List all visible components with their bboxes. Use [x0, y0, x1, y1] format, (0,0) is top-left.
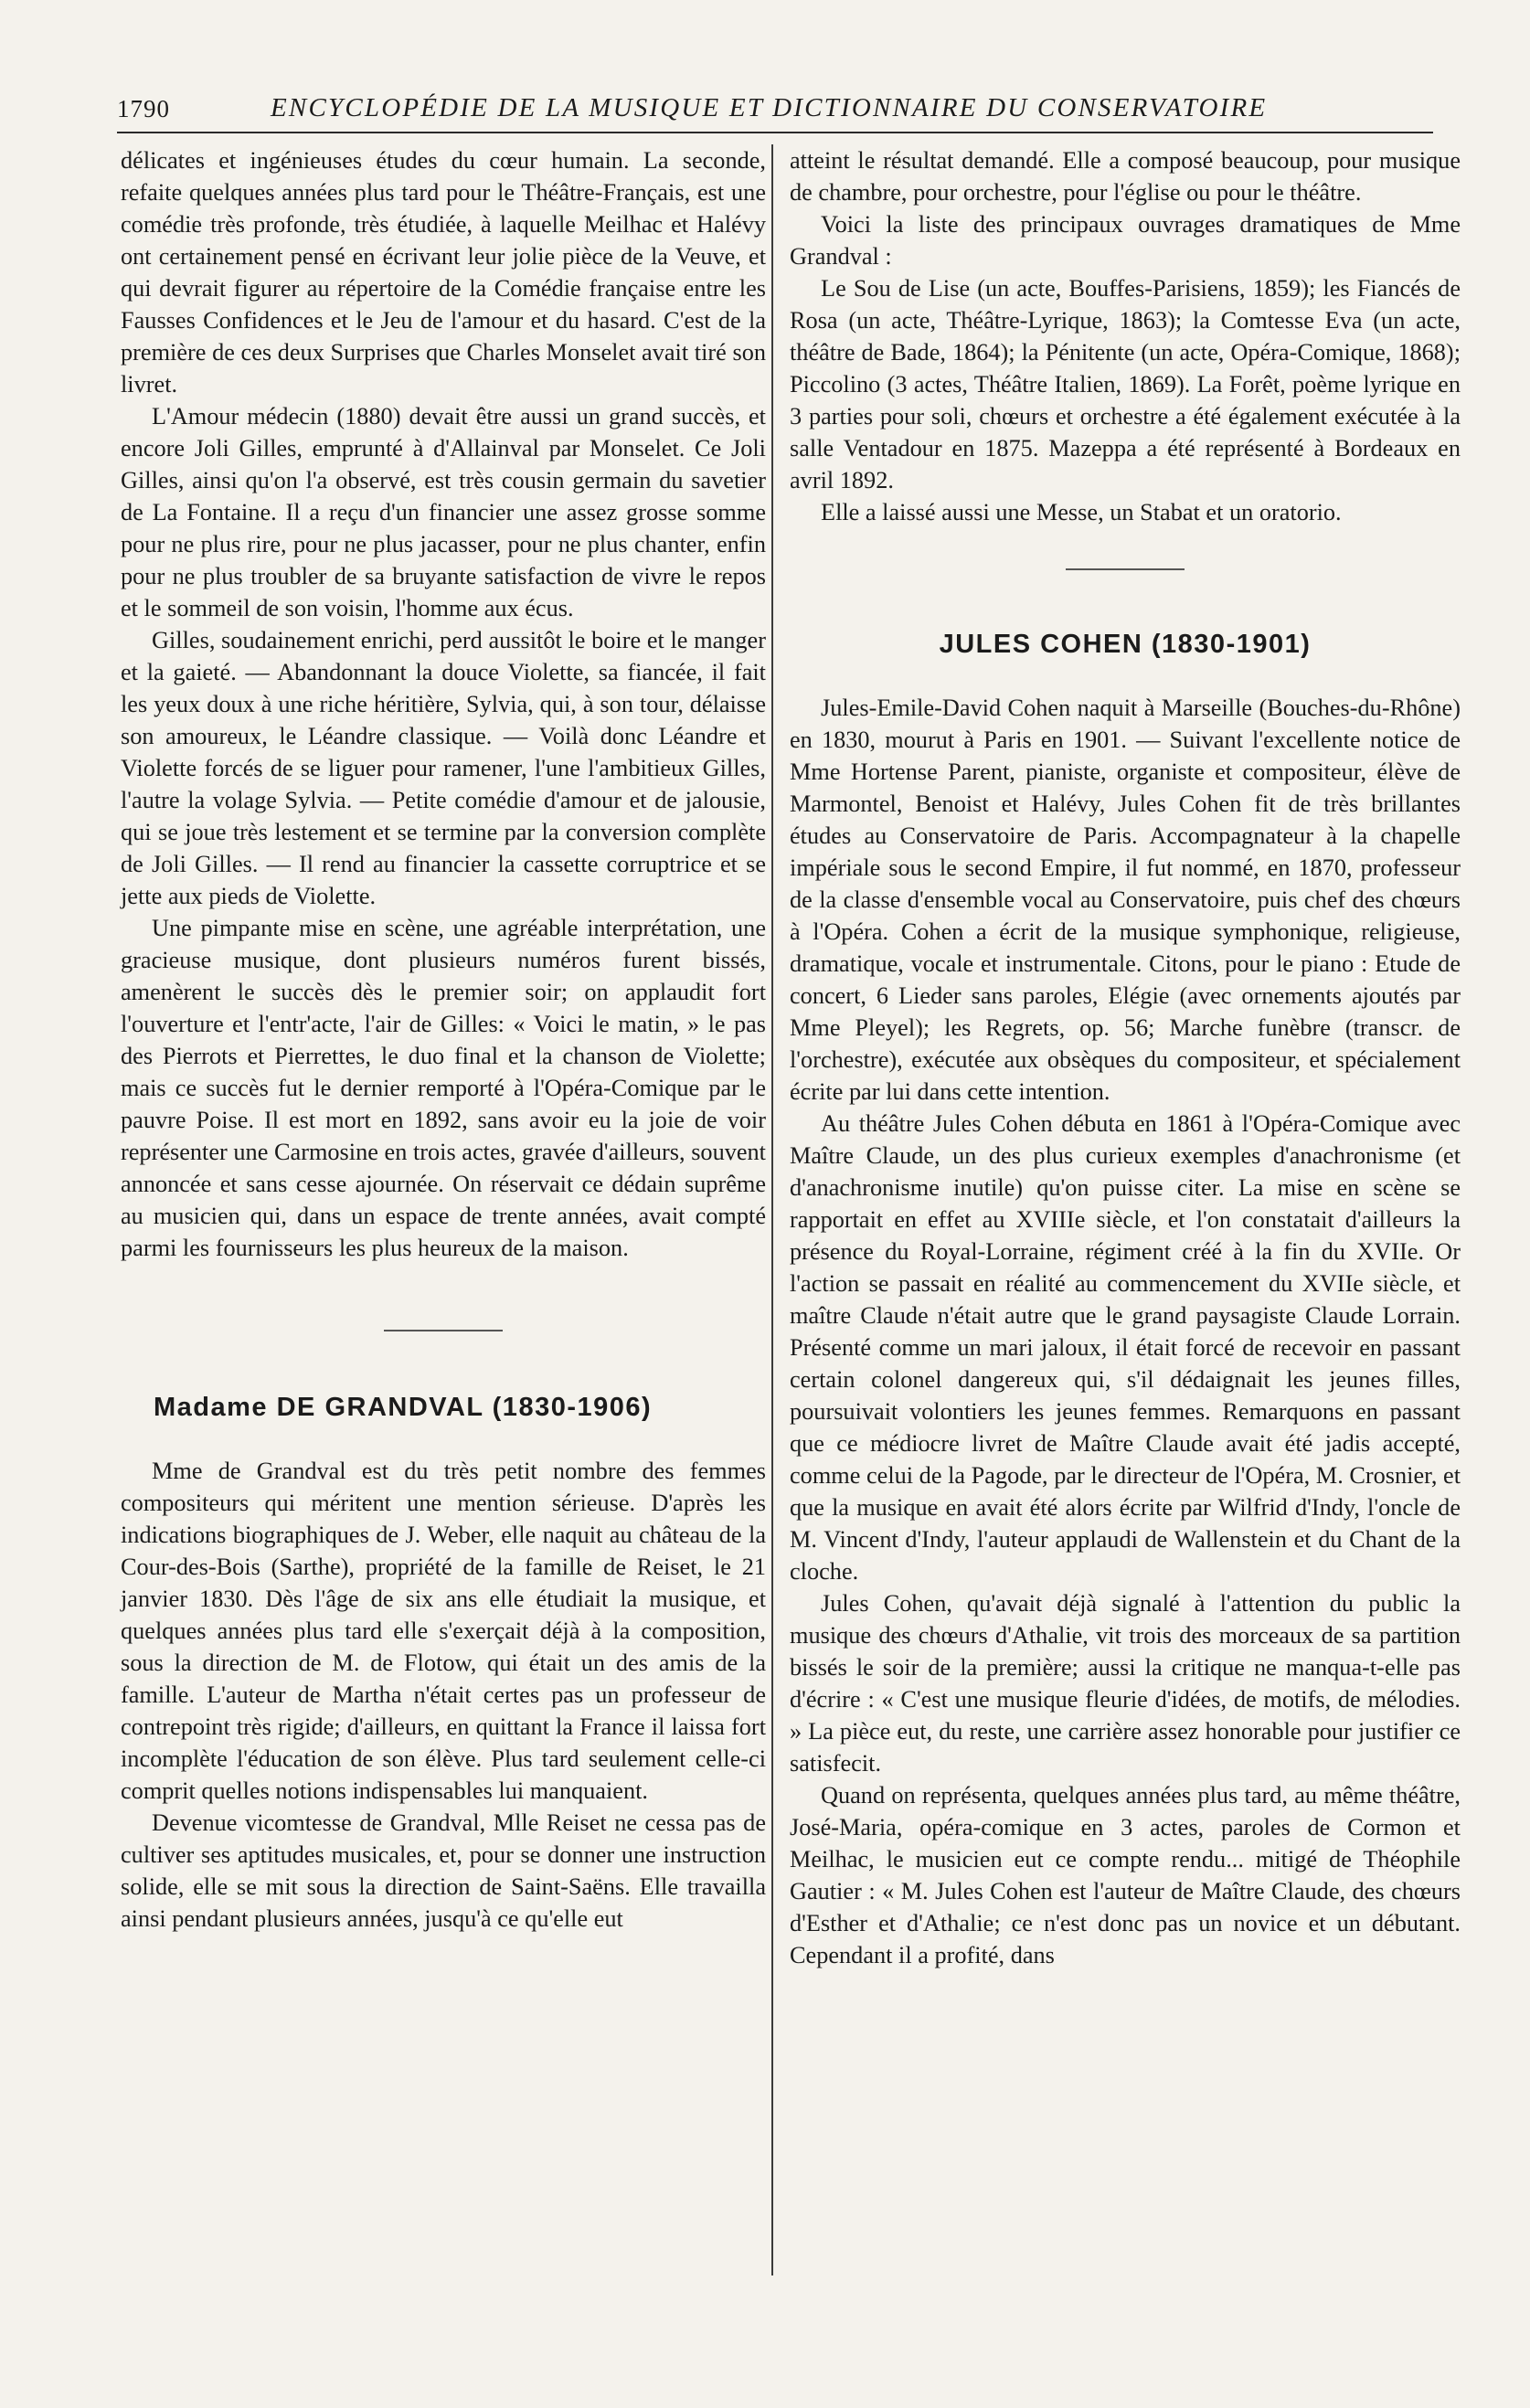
paragraph: L'Amour médecin (1880) devait être aussi un grand succès, et encore Joli Gilles, emprunté à d'Allainval par Monselet. Ce Joli Gilles, ainsi qu'on l'a observé, est très cousin germain du savetier de La Fontaine. Il a reçu d'un financier une assez grosse somme pour ne plus rire, pour ne plus jacasser, pour ne plus chanter, enfin pour ne plus troubler de sa bruyante satisfaction de vivre le repos et le sommeil de son voisin, l'homme aux écus. [121, 403, 766, 621]
paragraph: Une pimpante mise en scène, une agréable interprétation, une gracieuse musique, dont plusieurs numéros furent bissés, amenèrent le succès dès le premier soir; on applaudit fort l'ouverture et l'entr'acte, l'air de Gilles: « Voici le matin, » le pas des Pierrots et Pierrettes, le duo final et la chanson de Violette; mais ce succès fut le dernier remporté à l'Opéra-Comique par le pauvre Poise. Il est mort en 1892, sans avoir eu la joie de voir représenter une Carmosine en trois actes, gravée d'ailleurs, souvent annoncée et sans cesse ajournée. On réservait ce dédain suprême au musicien qui, dans un espace de trente années, avait compté parmi les fournisseurs les plus heureux de la maison. [121, 915, 766, 1261]
paragraph: Mme de Grandval est du très petit nombre des femmes compositeurs qui méritent une mention sérieuse. D'après les indications biographiques de J. Weber, elle naquit au château de la Cour-des-Bois (Sarthe), propriété de la famille de Reiset, le 21 janvier 1830. Dès l'âge de six ans elle étudiait la musique, et quelques années plus tard elle s'exerçait déjà à la composition, sous la direction de M. de Flotow, qui était un des amis de la famille. L'auteur de Martha n'était certes pas un professeur de contrepoint très rigide; d'ailleurs, en quittant la France il laissa fort incomplète l'éducation de son élève. Plus tard seulement celle-ci comprit quelles notions indispensables lui manquaient. [121, 1458, 766, 1804]
section-title-grandval: Madame DE GRANDVAL (1830-1906) [154, 1393, 653, 1422]
paragraph: Le Sou de Lise (un acte, Bouffes-Parisiens, 1859); les Fiancés de Rosa (un acte, Théâtre-Lyrique, 1863); la Comtesse Eva (un acte, théâtre de Bade, 1864); la Pénitente (un acte, Opéra-Comique, 1868); Piccolino (3 actes, Théâtre Italien, 1869). La Forêt, poème lyrique en 3 parties pour soli, chœurs et orchestre a été également exécutée à la salle Ventadour en 1875. Mazeppa a été représenté à Bordeaux en avril 1892. [790, 275, 1461, 493]
section-separator [384, 1330, 503, 1331]
section-separator [1066, 568, 1185, 570]
paragraph: Devenue vicomtesse de Grandval, Mlle Reiset ne cessa pas de cultiver ses aptitudes musicales, et, pour se donner une instruction solide, elle se mit sous la direction de Saint-Saëns. Elle travailla ainsi pendant plusieurs années, jusqu'à ce qu'elle eut [121, 1809, 766, 1932]
section-title-cohen: JULES COHEN (1830-1901) [939, 630, 1312, 659]
paragraph: Quand on représenta, quelques années plus tard, au même théâtre, José-Maria, opéra-comique en 3 actes, paroles de Cormon et Meilhac, le musicien eut ce compte rendu... mitigé de Théophile Gautier : « M. Jules Cohen est l'auteur de Maître Claude, des chœurs d'Esther et d'Athalie; ce n'est donc pas un novice et un débutant. Cependant il a profité, dans [790, 1782, 1461, 1968]
paragraph: Jules-Emile-David Cohen naquit à Marseille (Bouches-du-Rhône) en 1830, mourut à Paris en 1901. — Suivant l'excellente notice de Mme Hortense Parent, pianiste, organiste et compositeur, élève de Marmontel, Benoist et Halévy, Jules Cohen fit de très brillantes études au Conservatoire de Paris. Accompagnateur à la chapelle impériale sous le second Empire, il fut nommé, en 1870, professeur de la classe d'ensemble vocal au Conservatoire, puis chef des chœurs à l'Opéra. Cohen a écrit de la musique symphonique, religieuse, dramatique, vocale et instrumentale. Citons, pour le piano : Etude de concert, 6 Lieder sans paroles, Elégie (avec ornements ajoutés par Mme Pleyel); les Regrets, op. 56; Marche funèbre (transcr. de l'orchestre), exécutée aux obsèques du compositeur, et spécialement écrite par lui dans cette intention. [790, 695, 1461, 1105]
page-number: 1790 [117, 95, 170, 122]
column-divider [771, 144, 773, 2275]
left-column [121, 144, 766, 1935]
right-column [790, 144, 1461, 1971]
page-header [117, 91, 1433, 133]
paragraph: Au théâtre Jules Cohen débuta en 1861 à l'Opéra-Comique avec Maître Claude, un des plus curieux exemples d'anachronisme (et d'anachronisme inutile) qu'on puisse citer. La mise en scène se rapportait en effet au XVIIIe siècle, et l'on constatait d'ailleurs la présence du Royal-Lorraine, régiment créé à la fin du XVIIe. Or l'action se passait en réalité au commencement du XVIIe siècle, et maître Claude n'était autre que le grand paysagiste Claude Lorrain. Présenté comme un mari jaloux, il était forcé de recevoir en passant certain colonel dangereux qui, s'il dédaignait les jeunes filles, poursuivait volontiers les jeunes femmes. Remarquons en passant que ce médiocre livret de Maître Claude avait été jadis accepté, comme celui de la Pagode, par le directeur de l'Opéra, M. Crosnier, et que la musique en avait été alors écrite par Wilfrid d'Indy, l'oncle de M. Vincent d'Indy, l'auteur applaudi de Wallenstein et du Chant de la cloche. [790, 1110, 1461, 1585]
paragraph: délicates et ingénieuses études du cœur humain. La seconde, refaite quelques années plus tard pour le Théâtre-Français, est une comédie très profonde, très étudiée, à laquelle Meilhac et Halévy ont certainement pensé en écrivant leur jolie pièce de la Veuve, et qui devrait figurer au répertoire de la Comédie française entre les Fausses Confidences et le Jeu de l'amour et du hasard. C'est de la première de ces deux Surprises que Charles Monselet avait tiré son livret. [121, 147, 766, 398]
paragraph: Elle a laissé aussi une Messe, un Stabat et un oratorio. [821, 499, 1342, 525]
running-title: ENCYCLOPÉDIE DE LA MUSIQUE ET DICTIONNAIRE DU CONSERVATOIRE [271, 93, 1268, 122]
paragraph: atteint le résultat demandé. Elle a composé beaucoup, pour musique de chambre, pour orchestre, pour l'église ou pour le théâtre. [790, 147, 1461, 206]
paragraph: Gilles, soudainement enrichi, perd aussitôt le boire et le manger et la gaieté. — Abandonnant la douce Violette, sa fiancée, il fait les yeux doux à une riche héritière, Sylvia, qui, à son tour, délaisse son amoureux, le Léandre classique. — Voilà donc Léandre et Violette forcés de se liguer pour ramener, l'une l'ambitieux Gilles, l'autre la volage Sylvia. — Petite comédie d'amour et de jalousie, qui se joue très lestement et se termine par la conversion complète de Joli Gilles. — Il rend au financier la cassette corruptrice et se jette aux pieds de Violette. [121, 627, 766, 909]
paragraph: Jules Cohen, qu'avait déjà signalé à l'attention du public la musique des chœurs d'Athalie, vit trois des morceaux de sa partition bissés le soir de la première; aussi la critique ne manqua-t-elle pas d'écrire : « C'est une musique fleurie d'idées, de motifs, de mélodies. » La pièce eut, du reste, une carrière assez honorable pour justifier ce satisfecit. [790, 1590, 1461, 1777]
paragraph: Voici la liste des principaux ouvrages dramatiques de Mme Grandval : [790, 211, 1461, 270]
